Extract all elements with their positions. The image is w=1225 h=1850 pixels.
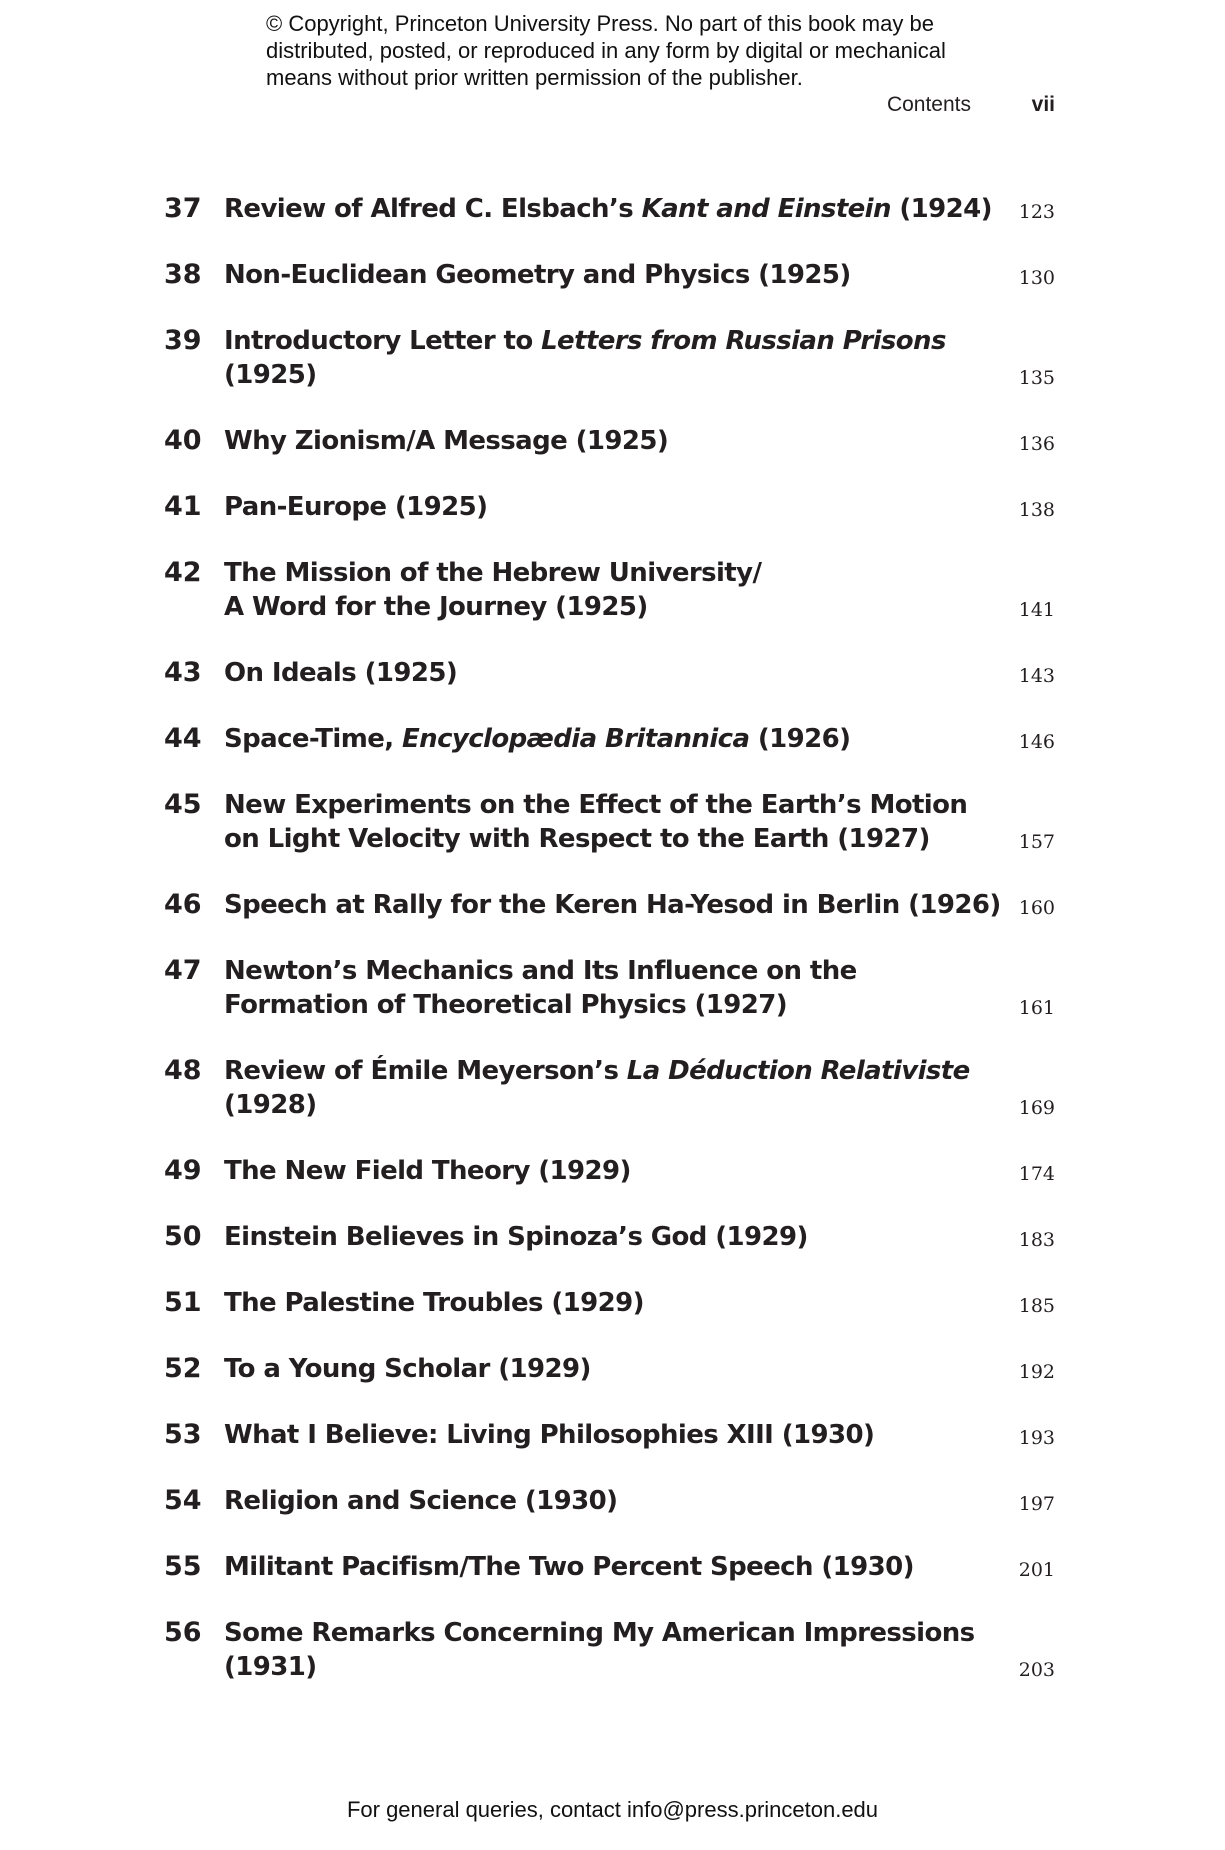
toc-entry (0, 424, 1225, 458)
toc-entry-text: Religion and Science (1930) (224, 1486, 618, 1516)
toc-entry-title-line (224, 1484, 984, 1518)
toc-entry-title-line (224, 324, 984, 358)
toc-entry-number: 40 (164, 425, 202, 456)
toc-entry-page-number: 130 (1018, 267, 1055, 289)
toc-entry-title (224, 1054, 984, 1122)
toc-entry-title (224, 1418, 984, 1452)
toc-entry-title (224, 192, 992, 226)
toc-entry-title-line (224, 1616, 984, 1650)
toc-entry-title-line (224, 258, 984, 292)
toc-entry-text: To a Young Scholar (1929) (224, 1354, 591, 1384)
toc-entry (0, 1352, 1225, 1386)
toc-entry (0, 324, 1225, 392)
table-of-contents (0, 192, 1225, 1716)
toc-entry-title-line (224, 988, 984, 1022)
copyright-notice (266, 10, 1026, 91)
toc-entry-text: Militant Pacifism/The Two Percent Speech (1930) (224, 1552, 914, 1582)
toc-entry (0, 1484, 1225, 1518)
toc-entry-title-line (224, 722, 984, 756)
toc-entry-text: Einstein Believes in Spinoza’s God (1929) (224, 1222, 808, 1252)
toc-entry-page-number: 157 (1018, 831, 1055, 853)
toc-entry-title (224, 788, 984, 856)
toc-entry-text: Introductory Letter to (224, 326, 542, 356)
toc-entry-title-line (224, 1088, 984, 1122)
toc-entry-title-line (224, 888, 1001, 922)
toc-entry (0, 954, 1225, 1022)
toc-entry-text: Speech at Rally for the Keren Ha-Yesod in Berlin (1926) (224, 890, 1001, 920)
toc-entry (0, 1616, 1225, 1684)
toc-entry-title-line (224, 1286, 984, 1320)
toc-entry-page-number: 183 (1018, 1229, 1055, 1251)
toc-entry-title-line (224, 656, 984, 690)
toc-entry-title-line (224, 1220, 984, 1254)
toc-entry-text: (1926) (749, 724, 851, 754)
toc-entry-text: (1931) (224, 1652, 317, 1682)
toc-entry-page-number: 203 (1018, 1659, 1055, 1681)
toc-entry-title-line (224, 822, 984, 856)
toc-entry-title (224, 424, 984, 458)
toc-entry-title-line (224, 590, 984, 624)
toc-entry-page-number: 160 (1018, 897, 1055, 919)
toc-entry-text: The Palestine Troubles (1929) (224, 1288, 644, 1318)
toc-entry-title (224, 888, 1001, 922)
toc-entry-title (224, 490, 984, 524)
toc-entry-number: 50 (164, 1221, 202, 1252)
toc-entry-number: 54 (164, 1485, 202, 1516)
toc-entry-text: Review of Alfred C. Elsbach’s (224, 194, 642, 224)
toc-entry-title (224, 1286, 984, 1320)
toc-entry-text: (1928) (224, 1090, 317, 1120)
toc-entry-text: On Ideals (1925) (224, 658, 458, 688)
toc-entry (0, 1418, 1225, 1452)
toc-entry-title-line (224, 788, 984, 822)
toc-entry (0, 788, 1225, 856)
toc-entry-title-line (224, 424, 984, 458)
toc-entry-page-number: 123 (1018, 201, 1055, 223)
copyright-line: distributed, posted, or reproduced in any form by digital or mechanical (266, 38, 946, 63)
toc-entry-page-number: 193 (1018, 1427, 1055, 1449)
toc-entry-title (224, 1616, 984, 1684)
toc-entry-text: A Word for the Journey (1925) (224, 592, 648, 622)
toc-entry-title (224, 258, 984, 292)
toc-entry (0, 722, 1225, 756)
toc-entry-page-number: 141 (1018, 599, 1055, 621)
page-folio: vii (1031, 93, 1055, 116)
toc-entry-number: 41 (164, 491, 202, 522)
toc-entry-number: 44 (164, 723, 202, 754)
toc-entry (0, 1054, 1225, 1122)
toc-entry-title (224, 954, 984, 1022)
toc-entry-title-line (224, 954, 984, 988)
toc-entry-title-line (224, 1418, 984, 1452)
toc-entry-number: 53 (164, 1419, 202, 1450)
toc-entry (0, 888, 1225, 922)
toc-entry-page-number: 201 (1018, 1559, 1055, 1581)
toc-entry-title (224, 1220, 984, 1254)
toc-entry-text: (1925) (224, 360, 317, 390)
toc-entry-text: (1924) (890, 194, 992, 224)
toc-entry-page-number: 138 (1018, 499, 1055, 521)
toc-entry-text: Space-Time, (224, 724, 402, 754)
toc-entry-page-number: 146 (1018, 731, 1055, 753)
toc-entry-page-number: 136 (1018, 433, 1055, 455)
toc-entry-number: 48 (164, 1055, 202, 1086)
toc-entry-text: Review of Émile Meyerson’s (224, 1056, 627, 1086)
toc-entry-number: 38 (164, 259, 202, 290)
toc-entry-title-line (224, 556, 984, 590)
toc-entry-number: 37 (164, 193, 202, 224)
toc-entry (0, 1154, 1225, 1188)
toc-entry-page-number: 135 (1018, 367, 1055, 389)
toc-entry-text: Some Remarks Concerning My American Impressions (224, 1618, 975, 1648)
toc-entry-title (224, 722, 984, 756)
toc-entry-page-number: 185 (1018, 1295, 1055, 1317)
toc-entry-text: on Light Velocity with Respect to the Earth (1927) (224, 824, 930, 854)
toc-entry (0, 490, 1225, 524)
toc-entry-title-line (224, 1054, 984, 1088)
toc-entry-title (224, 1550, 984, 1584)
toc-entry-title-line (224, 358, 984, 392)
toc-entry (0, 258, 1225, 292)
toc-entry-page-number: 169 (1018, 1097, 1055, 1119)
toc-entry-page-number: 174 (1018, 1163, 1055, 1185)
toc-entry-number: 45 (164, 789, 202, 820)
toc-entry-number: 39 (164, 325, 202, 356)
toc-entry (0, 1550, 1225, 1584)
toc-entry-page-number: 161 (1018, 997, 1055, 1019)
toc-entry-title-line (224, 490, 984, 524)
running-head-section: Contents (886, 93, 971, 116)
toc-entry-page-number: 192 (1018, 1361, 1055, 1383)
toc-entry-title-line (224, 1154, 984, 1188)
copyright-line: means without prior written permission of the publisher. (266, 65, 803, 90)
toc-entry-number: 49 (164, 1155, 202, 1186)
toc-entry-page-number: 143 (1018, 665, 1055, 687)
copyright-line: © Copyright, Princeton University Press. No part of this book may be (266, 11, 934, 36)
toc-entry-title (224, 656, 984, 690)
toc-entry-number: 55 (164, 1551, 202, 1582)
toc-entry-title-line (224, 192, 992, 226)
toc-entry-text: New Experiments on the Effect of the Earth’s Motion (224, 790, 968, 820)
toc-entry-work-title: Kant and Einstein (641, 194, 891, 224)
footer-contact: For general queries, contact info@press.princeton.edu (346, 1797, 879, 1822)
toc-entry (0, 556, 1225, 624)
toc-entry-text: The Mission of the Hebrew University/ (224, 558, 762, 588)
toc-entry-title-line (224, 1352, 984, 1386)
toc-entry (0, 1286, 1225, 1320)
toc-entry-text: The New Field Theory (1929) (224, 1156, 631, 1186)
toc-entry-text: Formation of Theoretical Physics (1927) (224, 990, 788, 1020)
toc-entry-number: 52 (164, 1353, 202, 1384)
toc-entry-text: Why Zionism/A Message (1925) (224, 426, 669, 456)
toc-entry-work-title: La Déduction Relativiste (626, 1056, 970, 1086)
toc-entry-title (224, 1154, 984, 1188)
toc-entry-text: Pan-Europe (1925) (224, 492, 488, 522)
toc-entry-number: 42 (164, 557, 202, 588)
toc-entry-number: 47 (164, 955, 202, 986)
toc-entry-number: 46 (164, 889, 202, 920)
toc-entry-title (224, 1352, 984, 1386)
toc-entry (0, 1220, 1225, 1254)
toc-entry-number: 43 (164, 657, 202, 688)
toc-entry-work-title: Letters from Russian Prisons (541, 326, 946, 356)
toc-entry-title (224, 324, 984, 392)
toc-entry (0, 192, 1225, 226)
toc-entry (0, 656, 1225, 690)
toc-entry-number: 51 (164, 1287, 202, 1318)
toc-entry-text: Non-Euclidean Geometry and Physics (1925) (224, 260, 851, 290)
toc-entry-number: 56 (164, 1617, 202, 1648)
toc-entry-title (224, 556, 984, 624)
toc-entry-title-line (224, 1550, 984, 1584)
toc-entry-page-number: 197 (1018, 1493, 1055, 1515)
toc-entry-text: Newton’s Mechanics and Its Influence on the (224, 956, 857, 986)
toc-entry-title (224, 1484, 984, 1518)
toc-entry-work-title: Encyclopædia Britannica (402, 724, 750, 754)
toc-entry-text: What I Believe: Living Philosophies XIII (1930) (224, 1420, 875, 1450)
toc-entry-title-line (224, 1650, 984, 1684)
